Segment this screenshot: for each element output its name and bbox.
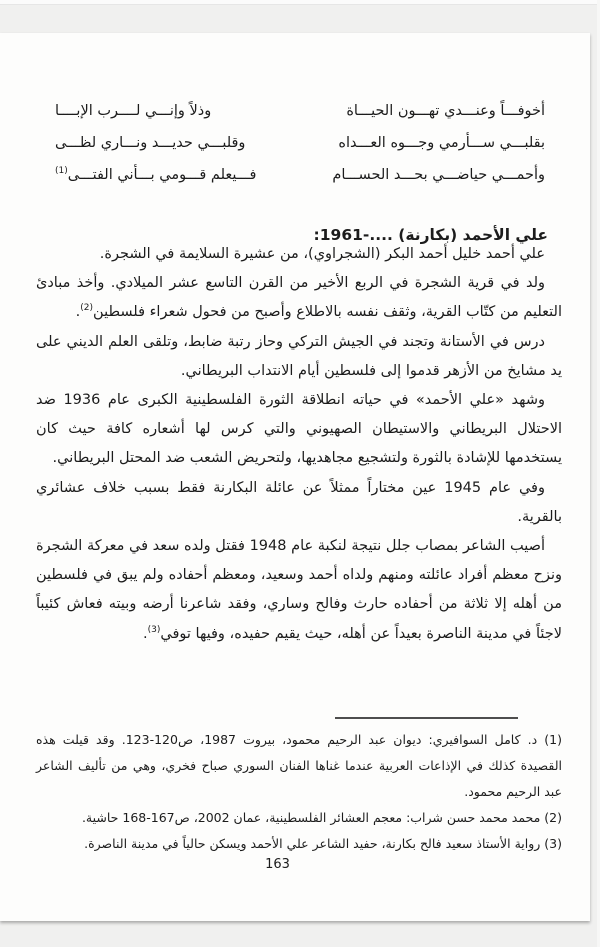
paragraph [36, 474, 562, 532]
paragraph-text: ولد في قرية الشجرة في الربع الأخير من القرن التاسع عشر الميلادي. وأخذ مبادئ التعليم من كتّاب القرية، وثقف نفسه بالاطلاع وأصبح من فحول شعراء فلسطين [36, 275, 562, 321]
footnote-ref-1: (1) [55, 166, 68, 176]
paragraph [36, 328, 562, 386]
page-number: 163 [265, 857, 290, 872]
poem-hemistich-first: أخوفـــاً وعنـــدي تهـــون الحيـــاة [346, 103, 545, 119]
footnote-ref-3: (3) [147, 624, 161, 635]
top-edge-strip [0, 0, 600, 5]
footnote-item: (2) محمد محمد حسن شراب: معجم العشائر الفلسطينية، عمان 2002، ص167-168 حاشية. [81, 810, 562, 825]
paragraph [36, 532, 562, 649]
footnote-ref-2: (2) [80, 303, 94, 314]
poem-block [55, 103, 545, 199]
paragraph [36, 269, 562, 327]
paragraph [36, 386, 562, 474]
poem-verse-row [55, 167, 545, 199]
paragraph-text: وفي عام 1945 عين مختاراً ممثلاً عن عائلة البكارنة فقط بسبب خلاف عشائري بالقرية. [36, 479, 562, 525]
book-page [0, 33, 590, 921]
poem-hemistich-first: وأحمـــي حياضـــي بحـــد الحســـام [332, 167, 545, 183]
poem-hemistich-text: فـــيعلم قـــومي بـــأني الفتـــى [67, 167, 257, 183]
paragraph-text: علي أحمد خليل أحمد البكر (الشجراوي)، من عشيرة السلايمة في الشجرة. [99, 246, 545, 262]
paragraph-text: أصيب الشاعر بمصاب جلل نتيجة لنكبة عام 1948 فقتل ولده سعد في معركة الشجرة ونزح معظم أفراد عائلته ومنهم ولداه أحمد وسعيد، ومعظم أحفاده ولم يبق في فلسطين من أهله إلا ثلاثة من أحفاده حارث وفالح وساري، وفقد شاعرنا أرضه وبيته فعاش كئيباً لاجئاً في مدينة الناصرة بعيداً عن أهله، حيث يقيم حفيده، وفيها توفي [36, 538, 562, 642]
paragraph-suffix: . [143, 625, 148, 642]
poem-hemistich-second [55, 167, 256, 183]
footnote-item: (1) د. كامل السوافيري: ديوان عبد الرحيم محمود، بيروت 1987، ص120-123. وقد قيلت هذه القصيدة كذلك في الإذاعات العربية عندما غناها الفنان السوري صباح فخري، وهي من تأليف الشاعر عبد الرحيم محمود. [36, 732, 562, 799]
biography-text [36, 240, 562, 649]
paragraph-suffix: . [75, 304, 81, 321]
section-heading: علي الأحمد (بكارنة) ....-1961: [313, 225, 548, 244]
poem-verse-row [55, 135, 545, 167]
poem-hemistich-second: وذلاً وإنـــي لــــرب الإبــــا [55, 103, 212, 119]
paragraph [36, 240, 562, 269]
footnotes-block [36, 727, 562, 857]
paragraph-text: وشهد «علي الأحمد» في حياته انطلاقة الثورة الفلسطينية الكبرى عام 1936 ضد الاحتلال البريطاني والاستيطان الصهيوني والتي كرس لها أشعاره كافة حيث كان يستخدمها للإشادة بالثورة ولتشجيع مجاهديها، ولتحريض الشعب ضد المحتل البريطاني. [36, 392, 562, 467]
paragraph-text: درس في الأستانة وتجند في الجيش التركي وحاز رتبة ضابط، وتلقى العلم الديني على يد مشايخ من الأزهر قدموا إلى فلسطين أيام الانتداب البريطاني. [36, 333, 562, 379]
poem-hemistich-second: وقلبـــي حديـــد ونـــاري لظـــى [55, 135, 246, 151]
footnote-separator-rule [335, 717, 518, 719]
footnote-item: (3) رواية الأستاذ سعيد فالح بكارنة، حفيد الشاعر علي الأحمد ويسكن حالياً في مدينة الناصرة. [84, 836, 562, 851]
poem-verse-row [55, 103, 545, 135]
poem-hemistich-first: بقلبـــي ســـأرمي وجـــوه العـــداه [338, 135, 545, 151]
